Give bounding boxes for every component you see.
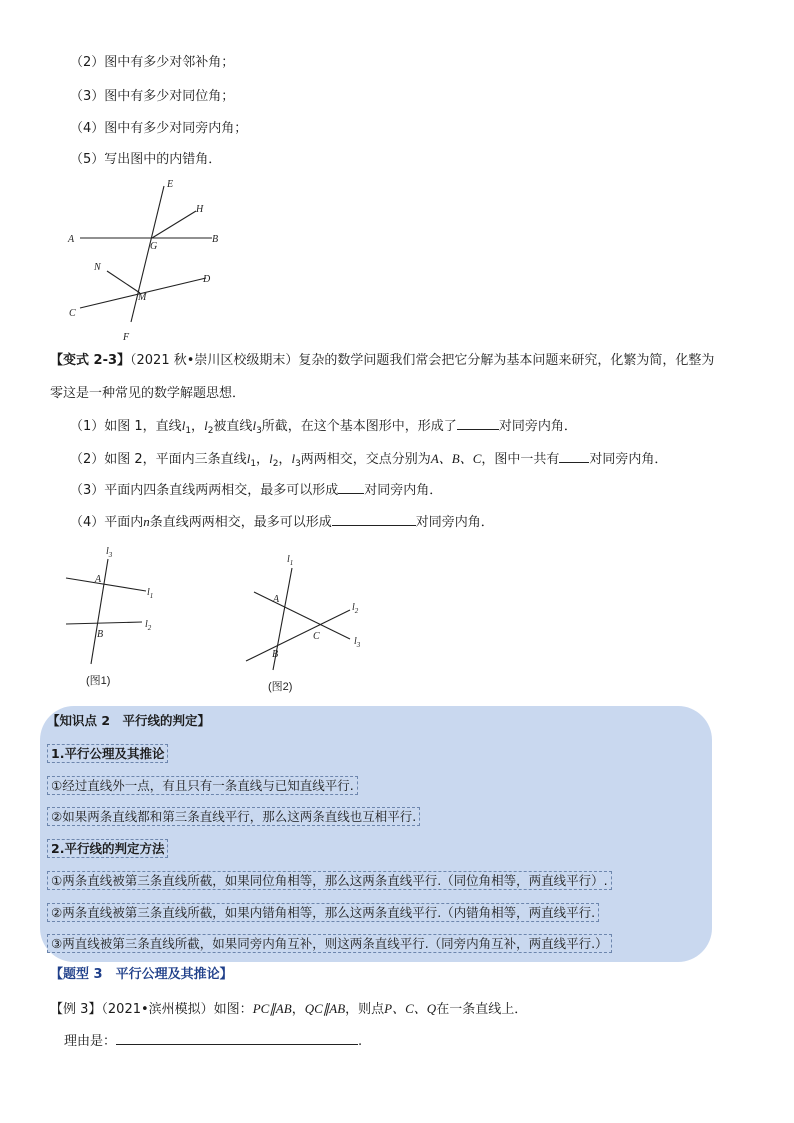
question-item: （2）图中有多少对邻补角； — [70, 55, 235, 70]
question-item: （4）图中有多少对同旁内角； — [70, 121, 248, 136]
answer-blank[interactable] — [338, 481, 364, 494]
answer-blank[interactable] — [559, 450, 589, 463]
label-h: H — [196, 204, 204, 215]
figure-2-caption: (图2) — [268, 681, 293, 693]
variant-question-2: （2）如图 2，平面内三条直线$l_1$，$l_2$，$l_3$两两相交，交点分别为A、B、C，图中一共有 对同旁内角． — [70, 451, 668, 469]
line-l2 — [66, 622, 142, 624]
reason-blank[interactable] — [116, 1032, 358, 1045]
knowledge-heading-1: 1.平行公理及其推论 — [47, 745, 168, 763]
ray-mn — [107, 271, 140, 293]
label-d: D — [203, 274, 211, 285]
variant-bracket: 【变式 2-3】 — [50, 353, 131, 368]
label-b: B — [212, 234, 219, 245]
line-l3 — [254, 592, 350, 639]
knowledge-heading-2: 2.平行线的判定方法 — [47, 840, 168, 858]
label-l3: $l_3$ — [106, 546, 113, 559]
label-l1: $l_1$ — [147, 587, 154, 600]
line-l2 — [246, 610, 350, 661]
label-a: A — [273, 594, 280, 605]
example-3: 【例 3】（2021•滨州模拟）如图：PC∥AB，QC∥AB，则点P、C、Q在一条直线上． — [50, 1001, 528, 1017]
example-3-reason: 理由是： . — [64, 1034, 363, 1049]
label-b: B — [97, 629, 104, 640]
label-l2: $l_2$ — [352, 602, 359, 615]
variant-intro-line1: 复杂的数学问题我们常会把它分解为基本问题来研究，化繁为简，化整为 — [298, 353, 715, 368]
line-ef — [131, 186, 164, 322]
knowledge-method-3: ③两直线被第三条直线所截，如果同旁内角互补，则这两条直线平行.（同旁内角互补，两直线平行.） — [47, 935, 612, 953]
variant-question-1: （1）如图 1，直线$l_1$，$l_2$被直线$l_3$所截，在这个基本图形中，形成了 对同旁内角． — [70, 418, 577, 436]
variant-intro-line2: 零这是一种常见的数学解题思想． — [50, 386, 246, 401]
ray-gh — [152, 211, 196, 238]
figure-1-caption: (图1) — [86, 675, 111, 687]
variant-intro — [50, 352, 714, 370]
label-a: A — [68, 234, 75, 245]
angle-figure — [60, 172, 230, 344]
variant-question-3: （3）平面内四条直线两两相交，最多可以形成 对同旁内角． — [70, 483, 443, 498]
answer-blank[interactable] — [457, 417, 499, 430]
label-f: F — [123, 332, 130, 343]
knowledge-title: 【知识点 2 平行线的判定】 — [47, 713, 211, 728]
label-l1: $l_1$ — [287, 554, 294, 567]
label-l2: $l_2$ — [145, 619, 152, 632]
topic-title: 【题型 3 平行公理及其推论】 — [50, 967, 233, 982]
label-l3: $l_3$ — [354, 636, 361, 649]
question-item: （3）图中有多少对同位角； — [70, 89, 235, 104]
figure-1 — [60, 542, 170, 692]
label-a: A — [95, 574, 102, 585]
knowledge-item-1: ①经过直线外一点，有且只有一条直线与已知直线平行. — [47, 777, 358, 795]
knowledge-item-2: ②如果两条直线都和第三条直线平行，那么这两条直线也互相平行. — [47, 808, 420, 826]
label-c: C — [69, 308, 76, 319]
knowledge-method-1: ①两条直线被第三条直线所截，如果同位角相等，那么这两条直线平行.（同位角相等，两直线平行）. — [47, 872, 612, 890]
label-n: N — [94, 262, 101, 273]
label-e: E — [167, 179, 174, 190]
label-m: M — [138, 292, 147, 303]
variant-question-4: （4）平面内n条直线两两相交，最多可以形成 对同旁内角． — [70, 514, 494, 530]
label-b: B — [272, 649, 279, 660]
label-c: C — [313, 631, 320, 642]
label-g: G — [150, 241, 158, 252]
figure-2 — [240, 550, 380, 696]
question-item: （5）写出图中的内错角． — [70, 152, 222, 167]
knowledge-method-2: ②两条直线被第三条直线所截，如果内错角相等，那么这两条直线平行.（内错角相等，两直线平行. — [47, 904, 599, 922]
answer-blank[interactable] — [332, 513, 416, 526]
line-l1 — [66, 578, 146, 591]
variant-source: （2021 秋•崇川区校级期末） — [130, 353, 299, 368]
